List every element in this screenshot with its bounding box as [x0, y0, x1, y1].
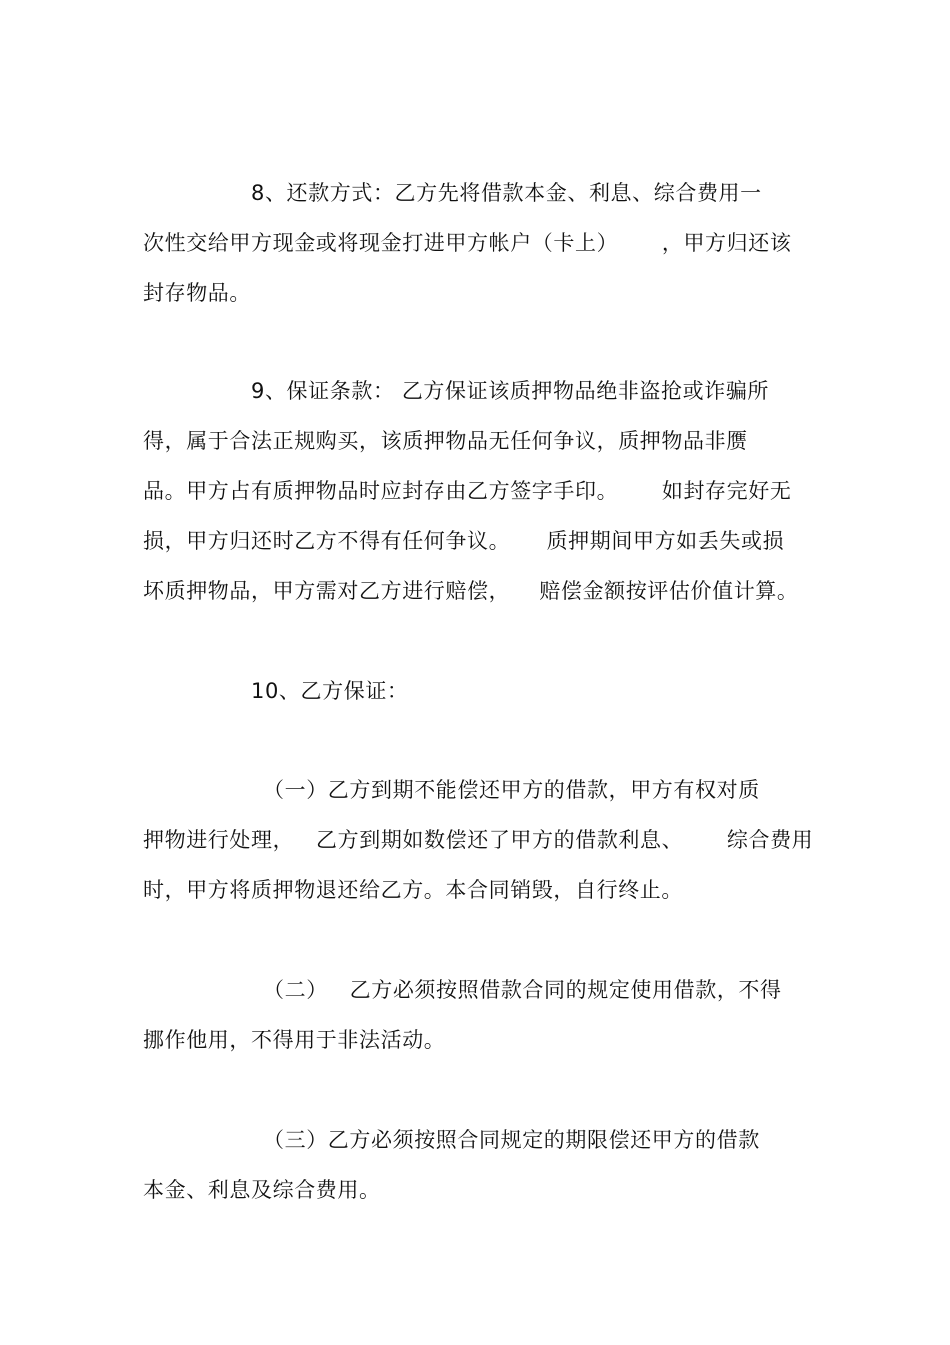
clause-10-item-3-line-1: （三）乙方必须按照合同规定的期限偿还甲方的借款 — [263, 1128, 760, 1152]
clause-10-item-2-line-2: 挪作他用，不得用于非法活动。 — [143, 1028, 446, 1052]
clause-10-item-1-line-2: 押物进行处理， 乙方到期如数偿还了甲方的借款利息、 综合费用 — [143, 828, 814, 852]
clause-9-line-2: 得，属于合法正规购买，该质押物品无任何争议，质押物品非赝 — [143, 429, 748, 453]
clause-10-item-1-line-3: 时，甲方将质押物退还给乙方。本合同销毁，自行终止。 — [143, 878, 683, 902]
clause-8-line-3: 封存物品。 — [143, 281, 251, 305]
clause-10-heading: 10、乙方保证： — [251, 679, 409, 703]
clause-9-line-5: 坏质押物品，甲方需对乙方进行赔偿， 赔偿金额按评估价值计算。 — [143, 579, 799, 603]
clause-9-line-3: 品。甲方占有质押物品时应封存由乙方签字手印。 如封存完好无 — [143, 479, 792, 503]
clause-10-item-1-line-1: （一）乙方到期不能偿还甲方的借款，甲方有权对质 — [263, 778, 760, 802]
clause-10-item-2-line-1: （二） 乙方必须按照借款合同的规定使用借款，不得 — [263, 978, 782, 1002]
clause-10-item-3-line-2: 本金、利息及综合费用。 — [143, 1178, 381, 1202]
clause-9-line-1: 9、保证条款： 乙方保证该质押物品绝非盗抢或诈骗所 — [251, 379, 770, 403]
clause-9-line-4: 损，甲方归还时乙方不得有任何争议。 质押期间甲方如丢失或损 — [143, 529, 785, 553]
clause-8-line-2: 次性交给甲方现金或将现金打进甲方帐户（卡上） ，甲方归还该 — [143, 231, 792, 255]
clause-8-line-1: 8、还款方式：乙方先将借款本金、利息、综合费用一 — [251, 181, 762, 205]
